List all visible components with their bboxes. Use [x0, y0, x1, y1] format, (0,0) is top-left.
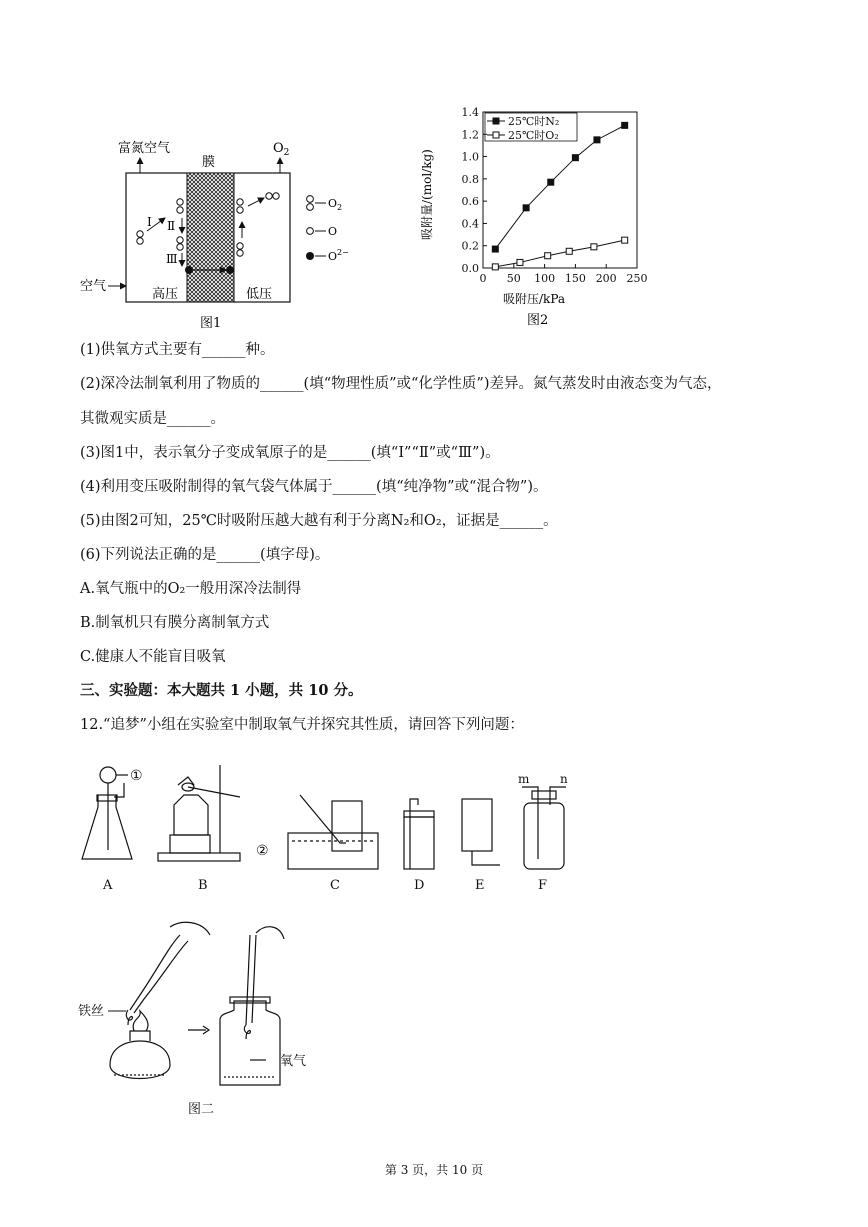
x-tick-label: 50	[506, 272, 521, 285]
series-2-point	[517, 259, 523, 265]
chart-plot-frame	[483, 112, 637, 268]
y-tick-label: 1.0	[461, 150, 479, 164]
apparatus-a	[82, 767, 132, 859]
series-2-point	[591, 244, 597, 250]
question-1: (1)供氧方式主要有______种。	[80, 342, 275, 358]
label-enriched-n2: 富氮空气	[118, 141, 171, 156]
question-4: (4)利用变压吸附制得的氧气袋气体属于______(填“纯净物”或“混合物”)。	[80, 479, 548, 495]
label-e: E	[475, 878, 485, 893]
label-n: n	[560, 772, 568, 786]
question-12: 12.“追梦”小组在实验室中制取氧气并探究其性质，请回答下列问题：	[80, 717, 524, 733]
y-tick-label: 0.4	[461, 217, 479, 231]
page-footer: 第 3 页，共 10 页	[384, 1163, 484, 1177]
legend-marker-1	[493, 118, 499, 124]
option-a: A.氧气瓶中的O₂一般用深冷法制得	[80, 581, 302, 597]
apparatus-d	[404, 799, 434, 869]
mark-2: ②	[256, 843, 269, 859]
y-tick-label: 1.2	[461, 128, 479, 142]
label-f: F	[538, 878, 548, 893]
x-tick-label: 150	[564, 272, 586, 285]
legend-o2: $O_2$	[328, 197, 343, 212]
y-tick-label: 0.6	[461, 195, 479, 209]
series-1-point	[622, 122, 628, 128]
y-tick-label: 0.2	[461, 239, 479, 253]
series-1-point	[594, 137, 600, 143]
x-tick-label: 200	[595, 272, 617, 285]
question-3: (3)图1中，表示氧分子变成氧原子的是______(填“Ⅰ”“Ⅱ”或“Ⅲ”)。	[80, 445, 500, 461]
label-oxygen: 氧气	[280, 1054, 307, 1069]
apparatus-b	[158, 765, 240, 861]
label-membrane: 膜	[202, 155, 216, 170]
figure-2-adsorption-chart	[415, 100, 648, 335]
y-tick-label: 0.8	[461, 172, 479, 186]
figure-1-membrane-diagram	[70, 130, 380, 335]
roman-3: Ⅲ	[166, 252, 178, 266]
question-2-line2: 其微观实质是______。	[80, 411, 225, 427]
chart-x-label: 吸附压/kPa	[503, 292, 566, 306]
series-line-2	[495, 240, 624, 267]
roman-2: Ⅱ	[167, 219, 176, 233]
legend-label-2: 25℃时O₂	[508, 129, 559, 142]
label-air: 空气	[80, 279, 107, 294]
figure-2-caption: 图2	[527, 313, 549, 328]
label-c: C	[330, 878, 340, 893]
y-tick-label: 0.0	[461, 262, 479, 275]
y-tick-label: 1.4	[461, 106, 479, 119]
series-2-point	[566, 248, 572, 254]
label-b: B	[198, 878, 208, 893]
legend-marker-2	[493, 132, 499, 138]
legend-label-1: 25℃时N₂	[508, 115, 560, 128]
question-5: (5)由图2可知，25℃时吸附压越大越有利于分离N₂和O₂，证据是______。	[80, 513, 558, 529]
series-2-point	[492, 264, 498, 270]
label-high-pressure: 高压	[152, 287, 179, 302]
figure-two-iron-wire	[70, 915, 330, 1120]
series-2-point	[622, 237, 628, 243]
label-o2-out: $O_2$	[273, 141, 290, 158]
question-2-line1: (2)深冷法制氧利用了物质的______(填“物理性质”或“化学性质”)差异。氮气蒸发时由液态变为气态，	[80, 376, 722, 392]
question-6: (6)下列说法正确的是______(填字母)。	[80, 547, 330, 563]
mark-1: ①	[130, 768, 143, 784]
series-2-point	[545, 253, 551, 259]
label-d: D	[414, 878, 425, 893]
apparatus-figure	[70, 755, 590, 900]
apparatus-f	[522, 787, 566, 869]
label-a: A	[103, 878, 113, 893]
x-tick-label: 100	[534, 272, 556, 285]
section-3-heading: 三、实验题：本大题共 1 小题，共 10 分。	[80, 682, 363, 699]
legend-o: O	[328, 225, 338, 238]
roman-1: Ⅰ	[147, 215, 152, 229]
apparatus-c	[288, 795, 378, 869]
figure-two-caption: 图二	[188, 1102, 215, 1117]
label-iron-wire: 铁丝	[78, 1004, 105, 1019]
option-b: B.制氧机只有膜分离制氧方式	[80, 615, 270, 631]
membrane	[187, 173, 234, 302]
option-c: C.健康人不能盲目吸氧	[80, 649, 226, 665]
legend-o2minus: $O^{2-}$	[328, 248, 349, 263]
series-line-1	[495, 125, 624, 249]
label-low-pressure: 低压	[246, 287, 273, 302]
series-1-point	[572, 155, 578, 161]
figure-1-caption: 图1	[200, 316, 222, 331]
x-tick-label: 250	[626, 272, 648, 285]
apparatus-e	[462, 799, 500, 865]
series-1-point	[548, 179, 554, 185]
series-1-point	[523, 205, 529, 211]
label-m: m	[518, 772, 530, 786]
x-tick-label: 0	[479, 272, 487, 285]
series-1-point	[492, 246, 498, 252]
chart-y-label: 吸附量/(mol/kg)	[420, 149, 434, 240]
